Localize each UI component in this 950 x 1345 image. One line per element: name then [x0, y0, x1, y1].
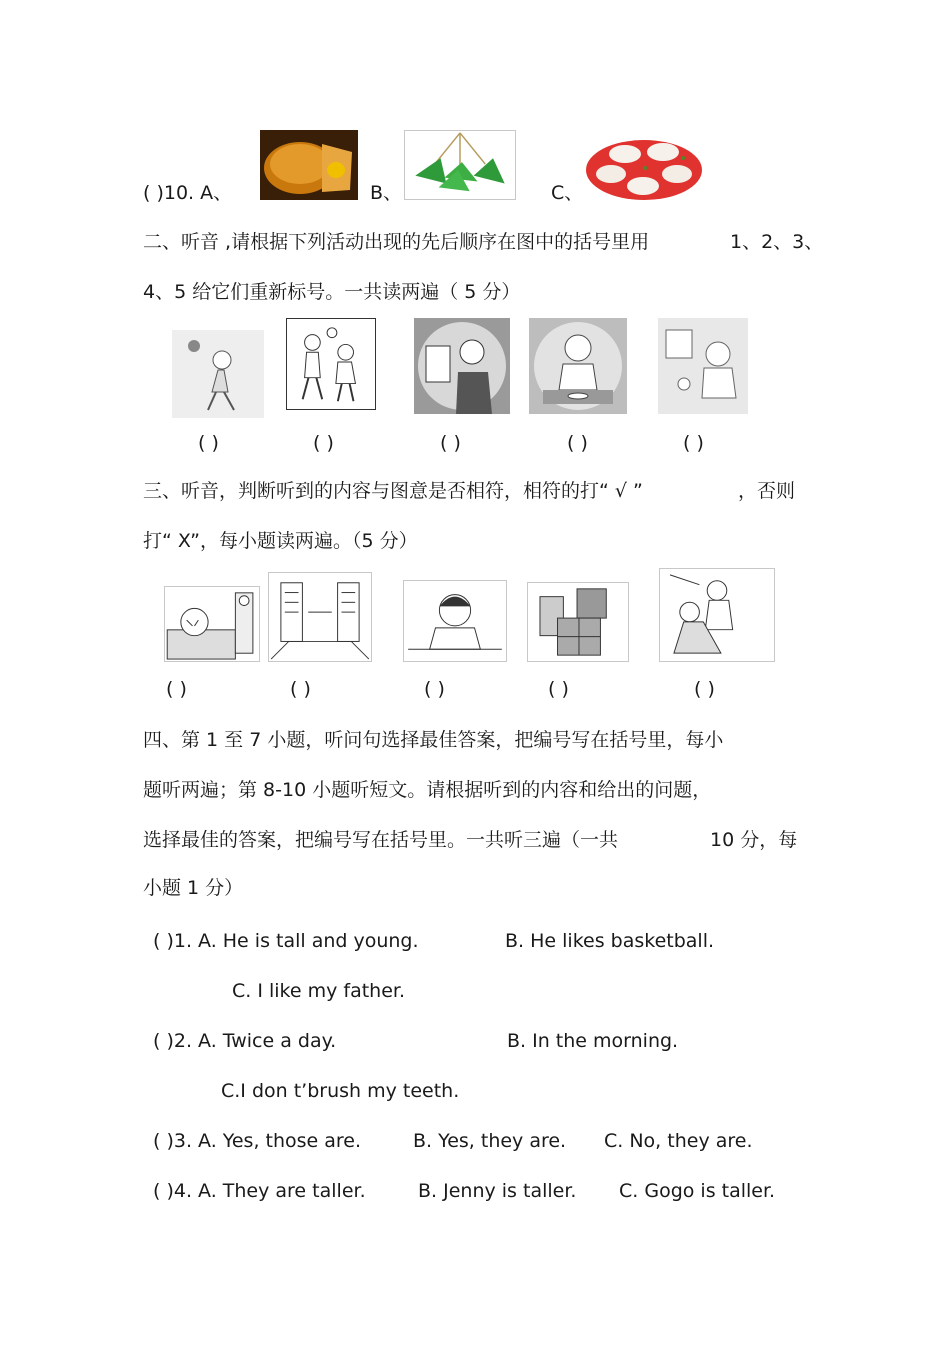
section3-line1-tail: ，否则	[738, 480, 796, 502]
dumplings-image	[585, 130, 703, 200]
section3-line1: 三、听音，判断听到的内容与图意是否相符，相符的打“ √ ”	[143, 480, 643, 502]
section3-line2: 打“ X”，每小题读两遍。（5 分）	[143, 530, 418, 552]
judge-image-5	[659, 568, 775, 662]
question-2-option-c: C.I don t’brush my teeth.	[221, 1080, 460, 1102]
section2-blank-5[interactable]: ( )	[683, 432, 704, 454]
judge-image-4	[527, 582, 629, 662]
q10-option-c: C、	[551, 182, 584, 204]
section3-blank-1[interactable]: ( )	[166, 678, 187, 700]
activity-image-1	[172, 330, 264, 418]
section3-blank-4[interactable]: ( )	[548, 678, 569, 700]
section4-line3b: 10 分，每	[710, 829, 798, 851]
question-2-stem[interactable]: ( )2. A. Twice a day.	[153, 1030, 337, 1052]
section3-blank-2[interactable]: ( )	[290, 678, 311, 700]
mooncake-image	[260, 130, 358, 200]
judge-image-2	[268, 572, 372, 662]
section2-blank-2[interactable]: ( )	[313, 432, 334, 454]
section4-line2: 题听两遍；第 8-10 小题听短文。请根据听到的内容和给出的问题，	[143, 779, 712, 801]
question-4-option-b: B. Jenny is taller.	[418, 1180, 577, 1202]
judge-image-1	[164, 586, 260, 662]
section2-blank-1[interactable]: ( )	[198, 432, 219, 454]
section3-blank-3[interactable]: ( )	[424, 678, 445, 700]
question-3-option-c: C. No, they are.	[604, 1130, 753, 1152]
question-4-stem[interactable]: ( )4. A. They are taller.	[153, 1180, 366, 1202]
section2-line1-tail: 1、2、3、	[730, 231, 824, 253]
q10-option-b: B、	[370, 182, 403, 204]
section4-line3a: 选择最佳的答案，把编号写在括号里。一共听三遍（一共	[143, 829, 619, 851]
question-1-option-b: B. He likes basketball.	[505, 930, 715, 952]
section4-line1: 四、第 1 至 7 小题，听问句选择最佳答案，把编号写在括号里，每小	[143, 729, 724, 751]
question-1-option-c: C. I like my father.	[232, 980, 406, 1002]
section3-blank-5[interactable]: ( )	[694, 678, 715, 700]
question-2-option-b: B. In the morning.	[507, 1030, 679, 1052]
zongzi-image	[404, 130, 516, 200]
activity-image-4	[529, 318, 627, 414]
q10-label: ( )10. A、	[143, 182, 233, 204]
section4-line4: 小题 1 分）	[143, 877, 244, 899]
section2-blank-3[interactable]: ( )	[440, 432, 461, 454]
section2-line2: 4、5 给它们重新标号。一共读两遍（ 5 分）	[143, 281, 521, 303]
activity-image-3	[414, 318, 510, 414]
question-1-stem[interactable]: ( )1. A. He is tall and young.	[153, 930, 419, 952]
activity-image-5	[658, 318, 748, 414]
question-4-option-c: C. Gogo is taller.	[619, 1180, 776, 1202]
question-3-stem[interactable]: ( )3. A. Yes, those are.	[153, 1130, 362, 1152]
activity-image-2	[286, 318, 376, 410]
section2-line1: 二、听音 ,请根据下列活动出现的先后顺序在图中的括号里用	[143, 231, 650, 253]
judge-image-3	[403, 580, 507, 662]
section2-blank-4[interactable]: ( )	[567, 432, 588, 454]
question-3-option-b: B. Yes, they are.	[413, 1130, 567, 1152]
